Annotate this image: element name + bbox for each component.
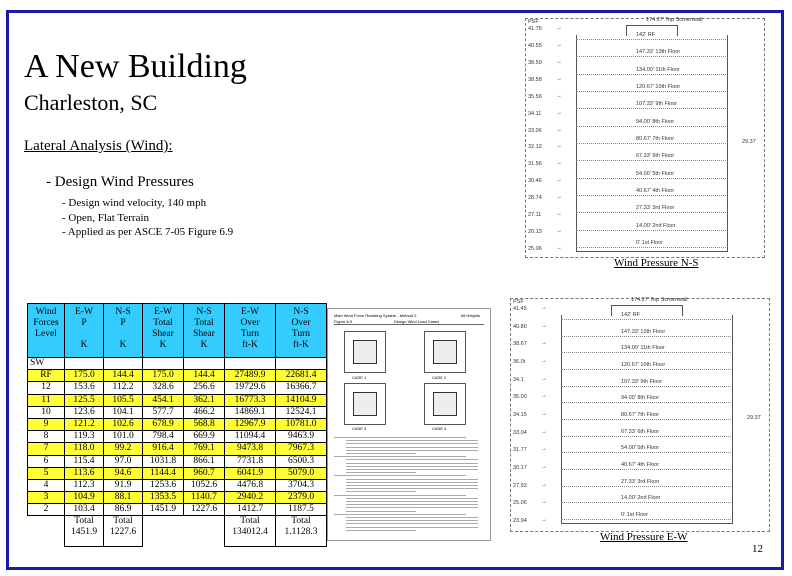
- value-cell: 103.4: [65, 504, 104, 516]
- header-cell: E-W Total Shear K: [143, 304, 184, 358]
- pressure-arrow-icon: →: [541, 393, 547, 400]
- floor-label: 14.00' 2nd Floor: [636, 222, 676, 229]
- table-row: [28, 406, 327, 418]
- page-number: 12: [752, 543, 763, 555]
- floor-label: 120.67' 10th Floor: [636, 84, 681, 90]
- table-row: [28, 455, 327, 467]
- pressure-arrow-icon: →: [541, 499, 547, 506]
- header-cell: Wind Forces Level: [28, 304, 65, 358]
- floor-line: [576, 247, 726, 248]
- sub-bullet: - Applied as per ASCE 7-05 Figure 6.9: [62, 226, 234, 238]
- floor-line: [561, 319, 731, 320]
- pressure-arrow-icon: →: [556, 58, 562, 65]
- value-cell: 88.1: [104, 492, 143, 504]
- floor-line: [576, 56, 726, 57]
- floor-label: 67.33' 6th Floor: [636, 153, 675, 160]
- psf-value: 40.80: [513, 323, 527, 330]
- value-cell: 175.0: [143, 370, 184, 382]
- pressure-arrow-icon: →: [556, 211, 562, 218]
- header-cell: E-W P K: [65, 304, 104, 358]
- value-cell: 99.2: [104, 443, 143, 455]
- ew-caption: Wind Pressure E-W: [600, 531, 688, 543]
- value-cell: 1451.9: [143, 504, 184, 516]
- value-cell: 10781.0: [276, 418, 327, 430]
- pressure-arrow-icon: →: [556, 92, 562, 99]
- psf-value: 35.56: [528, 93, 542, 100]
- value-cell: 1253.6: [143, 479, 184, 491]
- value-cell: 2940.2: [225, 492, 276, 504]
- psf-value: 30.17: [513, 465, 527, 471]
- psf-value: 27.11: [528, 212, 542, 219]
- psf-value: 32.12: [528, 144, 542, 151]
- floor-label: 80.67' 7th Floor: [621, 412, 660, 418]
- doc-sub-right: Design Wind Load Cases: [394, 319, 440, 324]
- value-cell: 104.1: [104, 406, 143, 418]
- pressure-arrow-icon: →: [541, 481, 547, 488]
- pressure-arrow-icon: →: [541, 517, 547, 523]
- top-screenwall-label: 174.27' Top Screenwall: [631, 297, 688, 303]
- total-cell: Total 134012.4: [225, 516, 276, 547]
- floor-label: 107.33' 9th Floor: [636, 101, 678, 108]
- psf-value: 38.58: [528, 76, 542, 83]
- value-cell: 916.4: [143, 443, 184, 455]
- psf-value: 25.06: [528, 246, 542, 252]
- floor-label: 0' 1st Floor: [636, 240, 664, 246]
- floor-label: 94.00' 8th Floor: [621, 395, 660, 402]
- floor-line: [576, 74, 726, 75]
- sub-bullet: - Design wind velocity, 140 mph: [62, 197, 207, 209]
- floor-line: [576, 178, 726, 179]
- pressure-arrow-icon: →: [541, 446, 547, 453]
- floor-line: [576, 143, 726, 144]
- floor-label: 0' 1st Floor: [621, 512, 649, 518]
- level-cell: 10: [28, 406, 65, 418]
- floor-line: [561, 452, 731, 453]
- value-cell: 6041.9: [225, 467, 276, 479]
- value-cell: 1353.5: [143, 492, 184, 504]
- value-cell: 105.5: [104, 394, 143, 406]
- psf-value: 30.46: [528, 178, 542, 185]
- value-cell: 678.9: [143, 418, 184, 430]
- header-cell: N-S Total Shear K: [184, 304, 225, 358]
- value-cell: 113.6: [65, 467, 104, 479]
- value-cell: 3704.3: [276, 479, 327, 491]
- level-cell: 7: [28, 443, 65, 455]
- floor-line: [576, 126, 726, 127]
- table-row: [28, 431, 327, 443]
- value-cell: 5079.0: [276, 467, 327, 479]
- floor-label: 40.67' 4th Floor: [636, 188, 675, 194]
- psf-value: 38.67: [513, 341, 527, 348]
- psf-value: 41.45: [513, 306, 527, 312]
- value-cell: 86.9: [104, 504, 143, 516]
- table-row: [28, 479, 327, 491]
- total-cell: [143, 516, 184, 547]
- floor-label: 27.33' 3rd Floor: [621, 478, 660, 485]
- value-cell: 1187.5: [276, 504, 327, 516]
- level-cell: 2: [28, 504, 65, 516]
- value-cell: 568.8: [184, 418, 225, 430]
- floor-line: [576, 39, 726, 40]
- table-row: [28, 467, 327, 479]
- wind-pressure-ew-elevation: [510, 298, 770, 532]
- value-cell: 328.6: [143, 382, 184, 394]
- value-cell: 119.3: [65, 431, 104, 443]
- floor-line: [561, 369, 731, 370]
- floor-line: [561, 336, 731, 337]
- value-cell: 454.1: [143, 394, 184, 406]
- value-cell: 125.5: [65, 394, 104, 406]
- table-totals-row: [28, 516, 327, 547]
- value-cell: 7731.8: [225, 455, 276, 467]
- wind-forces-table: [27, 303, 327, 547]
- pressure-arrow-icon: →: [541, 375, 547, 382]
- value-cell: 91.9: [104, 479, 143, 491]
- floor-label: 107.33' 9th Floor: [621, 378, 663, 385]
- floor-line: [561, 402, 731, 403]
- level-cell: RF: [28, 370, 65, 382]
- table-row: [28, 382, 327, 394]
- floor-label: 142' RF: [636, 32, 656, 38]
- pressure-arrow-icon: →: [541, 464, 547, 470]
- psf-value: 33.06: [528, 127, 542, 134]
- table-header-row: [28, 304, 327, 358]
- level-cell: 12: [28, 382, 65, 394]
- ns-caption: Wind Pressure N-S: [614, 257, 699, 269]
- side-dimension-label: 29.37: [747, 415, 761, 421]
- floor-label: 54.00' 5th Floor: [636, 170, 675, 177]
- psf-value: 20.13: [528, 229, 542, 236]
- pressure-arrow-icon: →: [556, 143, 562, 150]
- value-cell: 769.1: [184, 443, 225, 455]
- value-cell: 27489.9: [225, 370, 276, 382]
- value-cell: 16773.3: [225, 394, 276, 406]
- value-cell: 118.0: [65, 443, 104, 455]
- floor-line: [576, 108, 726, 109]
- table-row: [28, 394, 327, 406]
- value-cell: 123.6: [65, 406, 104, 418]
- value-cell: 144.4: [104, 370, 143, 382]
- floor-line: [576, 195, 726, 196]
- pressure-arrow-icon: →: [556, 160, 562, 167]
- value-cell: 12967.9: [225, 418, 276, 430]
- table-row: [28, 492, 327, 504]
- pressure-arrow-icon: →: [556, 126, 562, 133]
- floor-label: 147.33' 12th Floor: [621, 328, 666, 335]
- floor-line: [576, 230, 726, 231]
- value-cell: 9463.9: [276, 431, 327, 443]
- value-cell: 1227.6: [184, 504, 225, 516]
- floor-line: [561, 469, 731, 470]
- slide-subtitle: Charleston, SC: [24, 90, 158, 115]
- floor-line: [561, 502, 731, 503]
- floor-line: [576, 91, 726, 92]
- value-cell: 11094.4: [225, 431, 276, 443]
- level-cell: 11: [28, 394, 65, 406]
- value-cell: 960.7: [184, 467, 225, 479]
- pressure-arrow-icon: →: [556, 109, 562, 116]
- header-cell: N-S P K: [104, 304, 143, 358]
- value-cell: 104.9: [65, 492, 104, 504]
- slide-title: A New Building: [24, 48, 247, 85]
- floor-label: 67.33' 6th Floor: [621, 428, 660, 435]
- psf-value: 31.56: [528, 161, 542, 168]
- pressure-arrow-icon: →: [556, 25, 562, 31]
- value-cell: 577.7: [143, 406, 184, 418]
- value-cell: 12524.1: [276, 406, 327, 418]
- table-row: [28, 504, 327, 516]
- value-cell: 798.4: [143, 431, 184, 443]
- table-row: [28, 370, 327, 382]
- value-cell: 1031.8: [143, 455, 184, 467]
- floor-label: 14.00' 2nd Floor: [621, 495, 661, 502]
- top-screenwall-label: 174.27' Top Screenwall: [646, 17, 703, 23]
- pressure-arrow-icon: →: [556, 194, 562, 201]
- total-cell: Total 1227.6: [104, 516, 143, 547]
- value-cell: 6500.3: [276, 455, 327, 467]
- value-cell: 14104.9: [276, 394, 327, 406]
- table-row-sw: [28, 358, 327, 370]
- pressure-arrow-icon: →: [541, 428, 547, 435]
- value-cell: 14869.1: [225, 406, 276, 418]
- floor-label: 27.33' 3rd Floor: [636, 205, 675, 212]
- value-cell: 175.0: [65, 370, 104, 382]
- value-cell: 153.6: [65, 382, 104, 394]
- value-cell: 866.1: [184, 455, 225, 467]
- pressure-arrow-icon: →: [556, 177, 562, 184]
- floor-label: 94.00' 8th Floor: [636, 118, 675, 125]
- level-cell: 9: [28, 418, 65, 430]
- level-cell: 4: [28, 479, 65, 491]
- floor-label: 134.00' 11th Floor: [636, 66, 680, 73]
- value-cell: 115.4: [65, 455, 104, 467]
- floor-label: 54.00' 5th Floor: [621, 445, 660, 452]
- bullet-design-wind-pressures: - Design Wind Pressures: [46, 174, 194, 190]
- floor-label: 120.67' 10th Floor: [621, 362, 666, 368]
- table-row: [28, 443, 327, 455]
- floor-line: [561, 519, 731, 520]
- psf-label: PSF: [528, 19, 539, 25]
- psf-value: 38.59: [528, 59, 542, 66]
- value-cell: 16366.7: [276, 382, 327, 394]
- sub-bullet-list: [62, 196, 233, 240]
- psf-value: 35.00: [513, 394, 527, 401]
- doc-header-right: All Heights: [460, 313, 480, 318]
- header-cell: N-S Over Turn ft-K: [276, 304, 327, 358]
- total-cell: Total 1.1128.3: [276, 516, 327, 547]
- wind-pressure-ns-elevation: [525, 18, 765, 258]
- psf-value: 41.75: [528, 26, 542, 32]
- pressure-arrow-icon: →: [556, 75, 562, 82]
- doc-header-left: Main Wind Force Resisting System - Method 2: [334, 313, 417, 318]
- value-cell: 669.9: [184, 431, 225, 443]
- case-2-diagram: [424, 331, 466, 373]
- value-cell: 7967.3: [276, 443, 327, 455]
- pressure-arrow-icon: →: [556, 228, 562, 235]
- value-cell: 144.4: [184, 370, 225, 382]
- level-cell: 6: [28, 455, 65, 467]
- floor-line: [561, 486, 731, 487]
- psf-value: 31.77: [513, 447, 527, 454]
- case-3-label: CASE 3: [352, 426, 367, 431]
- psf-value: 27.93: [513, 482, 527, 489]
- pressure-arrow-icon: →: [556, 245, 562, 251]
- psf-value: 28.74: [528, 195, 542, 202]
- value-cell: 94.6: [104, 467, 143, 479]
- value-cell: 4476.8: [225, 479, 276, 491]
- total-cell: [28, 516, 65, 547]
- psf-value: 23.94: [513, 518, 527, 524]
- value-cell: 1052.6: [184, 479, 225, 491]
- floor-label: 40.67' 4th Floor: [621, 462, 660, 468]
- value-cell: 466.2: [184, 406, 225, 418]
- case-3-diagram: [344, 383, 386, 425]
- case-2-label: CASE 2: [432, 375, 447, 380]
- pressure-arrow-icon: →: [541, 358, 547, 364]
- floor-line: [561, 352, 731, 353]
- pressure-arrow-icon: →: [556, 41, 562, 48]
- case-4-diagram: [424, 383, 466, 425]
- psf-value: 36.0t: [513, 359, 526, 365]
- case-1-diagram: [344, 331, 386, 373]
- psf-value: 33.04: [513, 429, 527, 436]
- pressure-arrow-icon: →: [541, 411, 547, 417]
- floor-line: [561, 419, 731, 420]
- pressure-arrow-icon: →: [541, 305, 547, 311]
- value-cell: 101.0: [104, 431, 143, 443]
- total-cell: [184, 516, 225, 547]
- section-heading: Lateral Analysis (Wind):: [24, 138, 173, 154]
- psf-value: 40.55: [528, 42, 542, 49]
- floor-line: [561, 386, 731, 387]
- doc-sub-left: Figure 6-9: [334, 319, 353, 324]
- floor-line: [561, 436, 731, 437]
- value-cell: 102.6: [104, 418, 143, 430]
- floor-line: [576, 212, 726, 213]
- sub-bullet: - Open, Flat Terrain: [62, 211, 150, 224]
- pressure-arrow-icon: →: [541, 322, 547, 329]
- case-1-label: CASE 1: [352, 375, 367, 380]
- psf-label: PSF: [513, 299, 524, 305]
- value-cell: 1412.7: [225, 504, 276, 516]
- case-4-label: CASE 4: [432, 426, 447, 431]
- level-cell: 3: [28, 492, 65, 504]
- level-cell: 8: [28, 431, 65, 443]
- psf-value: 34.1: [513, 376, 524, 383]
- value-cell: 121.2: [65, 418, 104, 430]
- asce-figure-6-9-thumbnail: [327, 308, 491, 541]
- value-cell: 97.0: [104, 455, 143, 467]
- value-cell: 19729.6: [225, 382, 276, 394]
- value-cell: 362.1: [184, 394, 225, 406]
- total-cell: Total 1451.9: [65, 516, 104, 547]
- value-cell: 256.6: [184, 382, 225, 394]
- psf-value: 34.11: [528, 110, 542, 117]
- value-cell: 22681.4: [276, 370, 327, 382]
- floor-label: 134.00' 11th Floor: [621, 345, 665, 352]
- sw-label: SW: [28, 358, 65, 370]
- psf-value: 34.15: [513, 412, 527, 418]
- floor-label: 80.67' 7th Floor: [636, 136, 675, 142]
- value-cell: 1140.7: [184, 492, 225, 504]
- table-row: [28, 418, 327, 430]
- pressure-arrow-icon: →: [541, 340, 547, 347]
- side-dimension-label: 29.37: [742, 139, 756, 145]
- floor-line: [576, 160, 726, 161]
- level-cell: 5: [28, 467, 65, 479]
- value-cell: 1144.4: [143, 467, 184, 479]
- floor-label: 142' RF: [621, 312, 641, 318]
- value-cell: 112.3: [65, 479, 104, 491]
- value-cell: 112.2: [104, 382, 143, 394]
- header-cell: E-W Over Turn ft-K: [225, 304, 276, 358]
- value-cell: 2379.0: [276, 492, 327, 504]
- value-cell: 9473.8: [225, 443, 276, 455]
- psf-value: 25.06: [513, 500, 527, 507]
- floor-label: 147.33' 13th Floor: [636, 49, 681, 56]
